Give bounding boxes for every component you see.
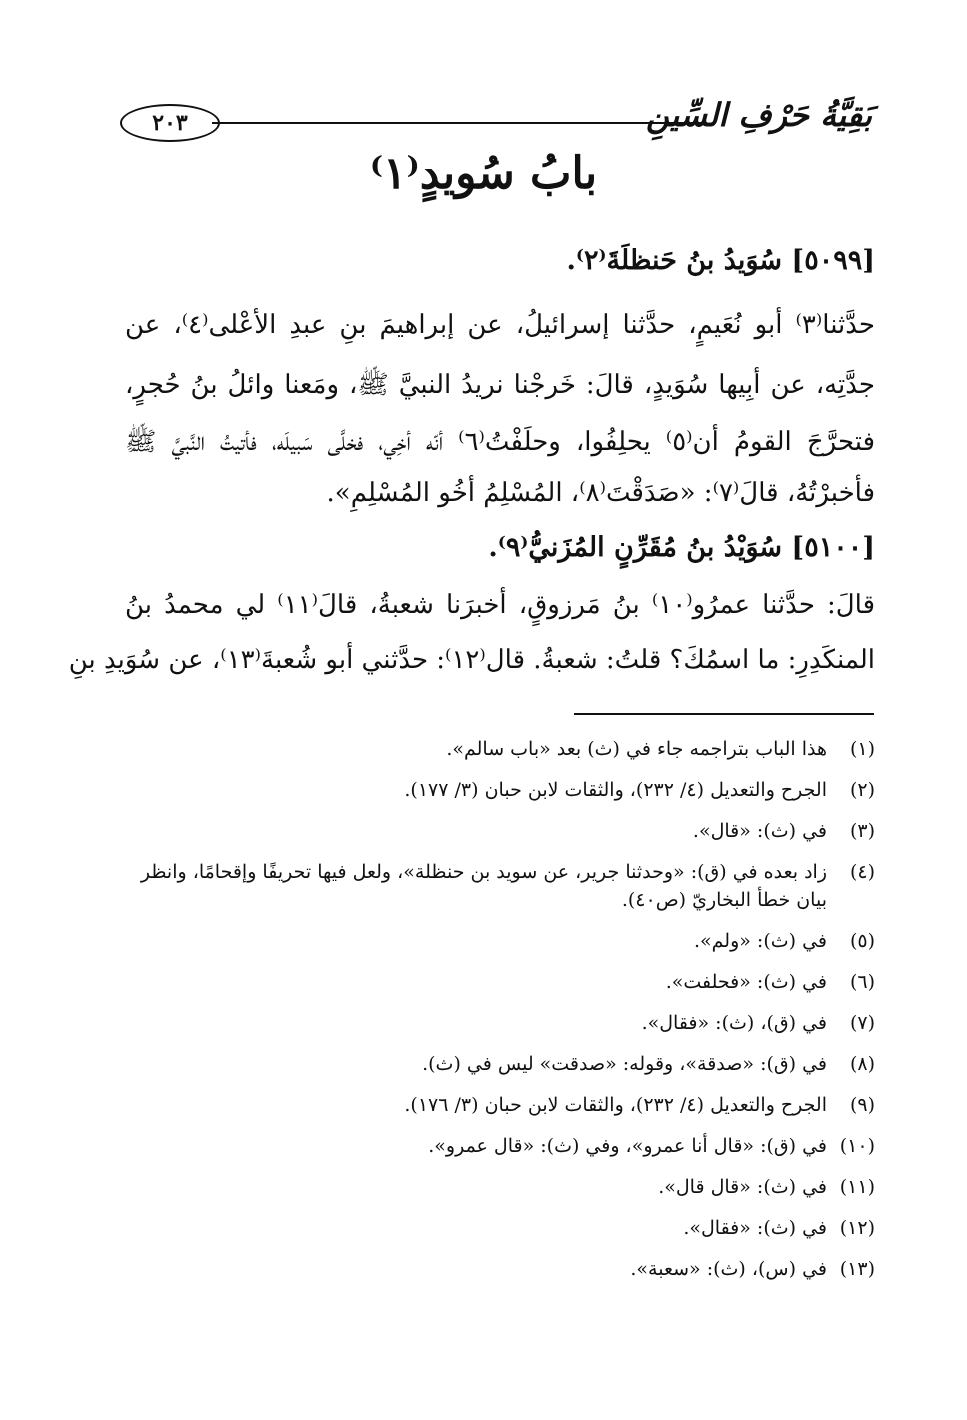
running-header	[120, 92, 872, 152]
footnote-number: (٤)	[849, 861, 875, 883]
footnote-text: هذا الباب بتراجمه جاء في (ث) بعد «باب سالم».	[446, 738, 827, 760]
footnote	[110, 927, 875, 955]
footnote	[110, 1132, 875, 1160]
footnote-text: في (ق): «صدقة»، وقوله: «صدقت» ليس في (ث).	[422, 1053, 827, 1075]
footnote-text: في (ث): «فقال».	[683, 1217, 827, 1239]
text-line: حدَّثنا⁽٣⁾ أبو نُعَيمٍ، حدَّثنا إسرائيلُ، عن إبراهيمَ بنِ عبدِ الأعْلى⁽٤⁾، عن	[125, 310, 875, 340]
entry-heading: [٥٠٩٩] سُوَيدُ بنُ حَنظلَةَ⁽٢⁾.	[566, 245, 875, 276]
footnote	[110, 968, 875, 996]
footnote-text: في (ث): «فحلفت».	[665, 971, 827, 993]
footnote	[110, 776, 875, 804]
footnote-divider	[574, 713, 874, 715]
footnote-text: زاد بعده في (ق): «وحدثنا جرير، عن سويد بن حنظلة»، ولعل فيها تحريفًا وإقحامًا، وانظر بيان خطأ البخاريّ (ص٤٠).	[140, 861, 827, 911]
footnote-number: (٣)	[849, 820, 875, 842]
footnote-number: (١٢)	[839, 1217, 875, 1239]
header-rule	[212, 122, 702, 124]
footnote	[110, 1173, 875, 1201]
footnote-number: (٨)	[849, 1053, 875, 1075]
footnotes	[110, 735, 875, 1296]
footnote-text: في (ث): «ولم».	[693, 930, 827, 952]
running-title: بَقِيَّةُ حَرْفِ السِّينِ	[646, 96, 872, 134]
footnote-text: في (ث): «قال قال».	[658, 1176, 827, 1198]
footnote	[110, 1009, 875, 1037]
footnote-number: (٦)	[849, 971, 875, 993]
footnote-text: في (ق)، (ث): «فقال».	[641, 1012, 827, 1034]
footnote-number: (٢)	[849, 779, 875, 801]
text-line: فأخبرْتُهُ، قالَ⁽٧⁾: «صَدَقْتَ⁽٨⁾، المُسْلِمُ أخُو المُسْلِمِ».	[326, 478, 875, 508]
chapter-title: بابُ سُويدٍ⁽١⁾	[369, 148, 598, 199]
text-line: جدَّتِه، عن أبِيها سُوَيدٍ، قالَ: خَرجْنا نريدُ النبيَّ ﷺ، ومَعنا وائلُ بنُ حُجرٍ،	[125, 370, 875, 400]
text-line: فتحرَّجَ القومُ أن⁽٥⁾ يحلِفُوا، وحلَفْتُ⁽٦⁾ أنّه أخِي، فخلَّى سَبيلَه، فأتيتُ النَّبيَّ ﷺ	[125, 427, 876, 457]
footnote	[110, 1050, 875, 1078]
footnote-number: (١٣)	[839, 1258, 875, 1280]
page-number: ٢٠٣	[120, 104, 220, 142]
footnote	[110, 817, 875, 845]
footnote-text: الجرح والتعديل (٤/ ٢٣٢)، والثقات لابن حبان (٣/ ١٧٧).	[404, 779, 827, 801]
footnote-number: (٩)	[849, 1094, 875, 1116]
footnote-number: (١١)	[839, 1176, 875, 1198]
entry-heading: [٥١٠٠] سُوَيْدُ بنُ مُقَرِّنٍ المُزَنيُّ⁽٩⁾.	[488, 532, 875, 563]
footnote	[110, 1214, 875, 1242]
footnote	[110, 858, 875, 914]
footnote-text: في (س)، (ث): «سعبة».	[630, 1258, 827, 1280]
footnote-text: الجرح والتعديل (٤/ ٢٣٢)، والثقات لابن حبان (٣/ ١٧٦).	[404, 1094, 827, 1116]
footnote	[110, 1091, 875, 1119]
text-line: المنكَدِرِ: ما اسمُكَ؟ قلتُ: شعبةُ. قال⁽١٢⁾: حدَّثني أبو شُعبةَ⁽١٣⁾، عن سُوَيدِ بنِ	[68, 645, 875, 675]
footnote	[110, 1255, 875, 1283]
footnote	[110, 735, 875, 763]
text-line: قالَ: حدَّثنا عمرُو⁽١٠⁾ بنُ مَرزوقٍ، أخبرَنا شعبةُ، قالَ⁽١١⁾ لي محمدُ بنُ	[125, 590, 875, 620]
footnote-number: (١٠)	[839, 1135, 875, 1157]
footnote-text: في (ق): «قال أنا عمرو»، وفي (ث): «قال عمرو».	[428, 1135, 827, 1157]
footnote-number: (١)	[849, 738, 875, 760]
footnote-text: في (ث): «قال».	[692, 820, 827, 842]
footnote-number: (٥)	[849, 930, 875, 952]
footnote-number: (٧)	[849, 1012, 875, 1034]
